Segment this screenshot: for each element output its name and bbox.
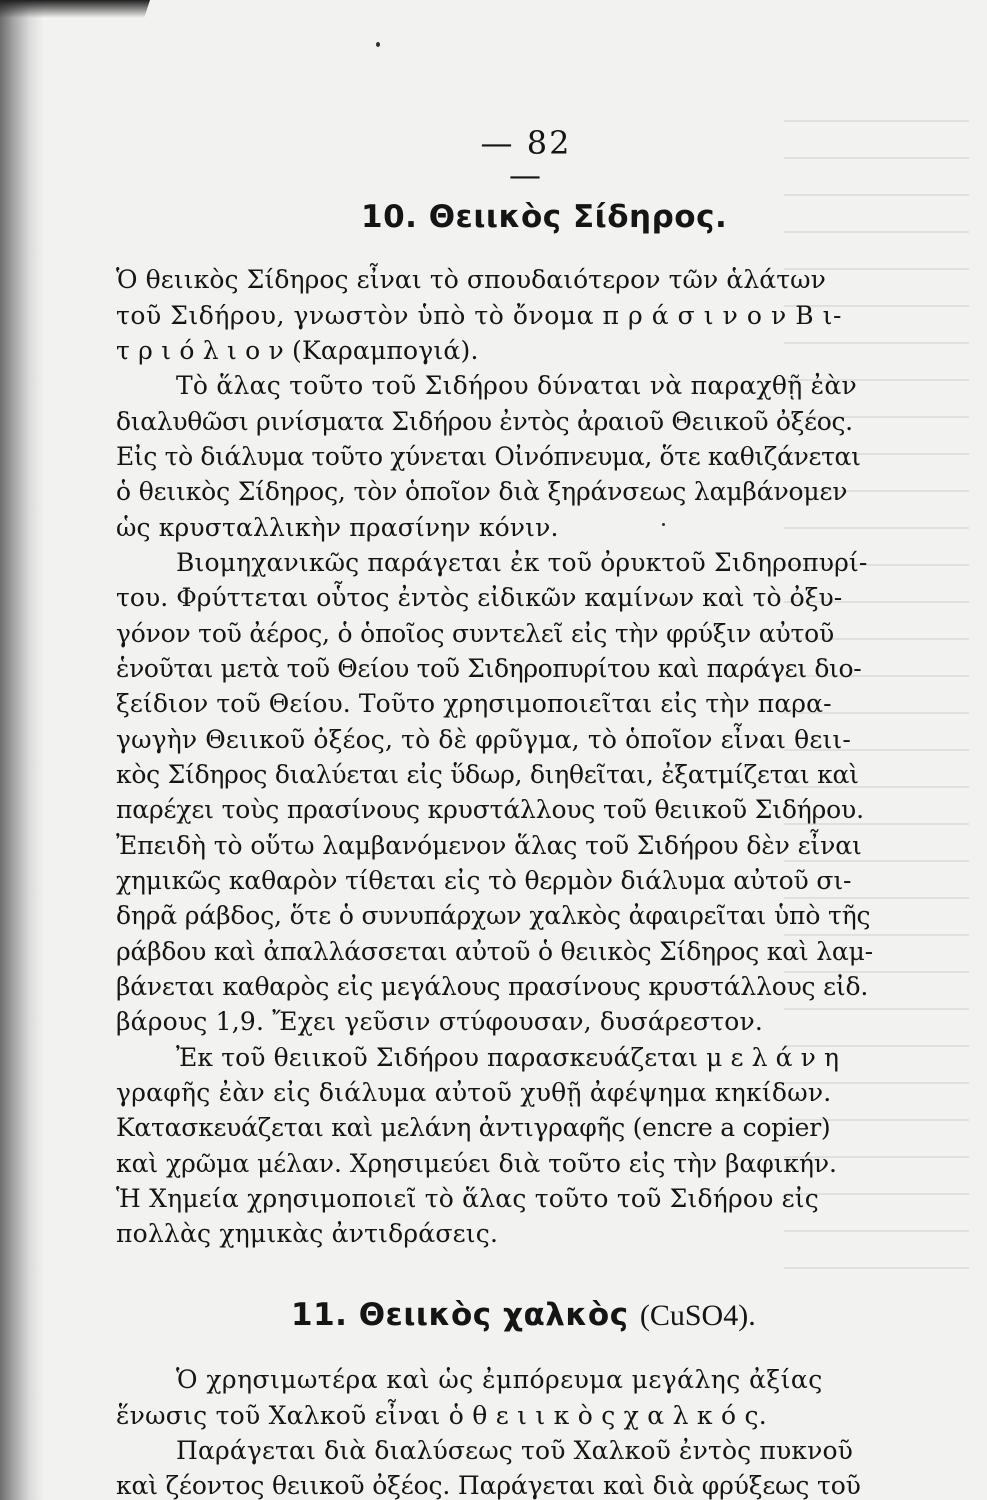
scan-edge-mark — [0, 0, 150, 18]
section-10-line-14: γωγὴν Θειικοῦ ὀξέος, τὸ δὲ φρῦγμα, τὸ ὁποῖον εἶναι θειι- — [116, 725, 851, 754]
section-10-line-10: του. Φρύττεται οὗτος ἐντὸς εἰδικῶν καμίνων καὶ τὸ ὀξυ- — [116, 583, 843, 612]
section-10-heading: 10. Θειικὸς Σίδηρος. — [361, 199, 728, 235]
section-10-line-22: βάρους 1,9. Ἔχει γεῦσιν στύφουσαν, δυσάρεστον. — [116, 1007, 764, 1036]
section-10-line-23: Ἐκ τοῦ θειικοῦ Σιδήρου παρασκευάζεται μ ε λ ά ν η — [176, 1043, 840, 1072]
page-number: — 82 — — [480, 124, 572, 194]
section-10-line-7: ὁ θειικὸς Σίδηρος, τὸν ὁποῖον διὰ ξηράνσεως λαμβάνομεν — [116, 477, 848, 506]
section-10-line-3: τ ρ ι ό λ ι ο ν (Καραμπογιά). — [116, 336, 479, 365]
page-content — [116, 124, 906, 1500]
scan-speck — [662, 523, 665, 526]
section-10-line-8: ὡς κρυσταλλικὴν πρασίνην κόνιν. — [116, 513, 559, 542]
section-11-line-1: Ὁ χρησιμωτέρα καὶ ὡς ἐμπόρευμα μεγάλης ἀξίας — [176, 1365, 823, 1394]
section-11-heading: 11. Θειικὸς χαλκὸς — [291, 1297, 629, 1333]
section-10-line-27: Ἡ Χημεία χρησιμοποιεῖ τὸ ἅλας τοῦτο τοῦ Σιδήρου εἰς — [116, 1184, 820, 1213]
section-10-line-2: τοῦ Σιδήρου, γνωστὸν ὑπὸ τὸ ὄνομα π ρ ά σ ι ν ο ν Β ι- — [116, 301, 842, 330]
section-10-line-20: ράβδου καὶ ἀπαλλάσσεται αὐτοῦ ὁ θειικὸς Σίδηρος καὶ λαμ- — [116, 937, 873, 966]
section-10-line-11: γόνον τοῦ ἀέρος, ὁ ὁποῖος συντελεῖ εἰς τὴν φρύξιν αὐτοῦ — [116, 619, 834, 648]
section-10-line-24: γραφῆς ἐὰν εἰς διάλυμα αὐτοῦ χυθῇ ἀφέψημα κηκίδων. — [116, 1078, 832, 1107]
section-10-line-16: παρέχει τοὺς πρασίνους κρυστάλλους τοῦ θειικοῦ Σιδήρου. — [116, 795, 864, 824]
section-10-line-15: κὸς Σίδηρος διαλύεται εἰς ὕδωρ, διηθεῖται, ἐξατμίζεται καὶ — [116, 760, 859, 789]
section-10-line-28: πολλὰς χημικὰς ἀντιδράσεις. — [116, 1219, 499, 1248]
section-10-line-21: βάνεται καθαρὸς εἰς μεγάλους πρασίνους κρυστάλλους εἰδ. — [116, 972, 869, 1001]
section-10-line-4: Τὸ ἅλας τοῦτο τοῦ Σιδήρου δύναται νὰ παραχθῇ ἐὰν — [176, 371, 857, 400]
section-10-line-19: δηρᾶ ράβδος, ὅτε ὁ συνυπάρχων χαλκὸς ἀφαιρεῖται ὑπὸ τῆς — [116, 901, 871, 930]
section-10-line-5: διαλυθῶσι ρινίσματα Σιδήρου ἐντὸς ἀραιοῦ Θειικοῦ ὀξέος. — [116, 407, 853, 436]
section-11-line-2: ἕνωσις τοῦ Χαλκοῦ εἶναι ὁ θ ε ι ι κ ὸ ς χ α λ κ ό ς. — [116, 1401, 767, 1430]
section-10-line-26: καὶ χρῶμα μέλαν. Χρησιμεύει διὰ τοῦτο εἰς τὴν βαφικήν. — [116, 1149, 837, 1178]
section-10-line-18: χημικῶς καθαρὸν τίθεται εἰς τὸ θερμὸν διάλυμα αὐτοῦ σι- — [116, 866, 852, 895]
scan-speck — [376, 42, 380, 47]
section-11-line-4: καὶ ζέοντος θειικοῦ ὀξέος. Παράγεται καὶ διὰ φρύξεως τοῦ — [116, 1471, 861, 1500]
page-binding-shadow — [0, 0, 44, 1500]
section-10-line-9: Βιομηχανικῶς παράγεται ἐκ τοῦ ὀρυκτοῦ Σιδηροπυρί- — [176, 548, 868, 577]
section-10-line-1: Ὁ θειικὸς Σίδηρος εἶναι τὸ σπουδαιότερον τῶν ἁλάτων — [116, 265, 826, 294]
section-10-line-17: Ἐπειδὴ τὸ οὕτω λαμβανόμενον ἅλας τοῦ Σιδήρου δὲν εἶναι — [116, 831, 862, 860]
section-11-heading-wrapper — [291, 1297, 756, 1333]
section-11-line-3: Παράγεται διὰ διαλύσεως τοῦ Χαλκοῦ ἐντὸς πυκνοῦ — [176, 1436, 853, 1465]
section-10-line-25: Κατασκευάζεται καὶ μελάνη ἀντιγραφῆς (encre a copier) — [116, 1113, 831, 1142]
section-11-chemical-formula: (CuSO4). — [639, 1299, 756, 1332]
section-10-line-6: Εἰς τὸ διάλυμα τοῦτο χύνεται Οἰνόπνευμα, ὅτε καθιζάνεται — [116, 442, 861, 471]
section-10-line-12: ἑνοῦται μετὰ τοῦ Θείου τοῦ Σιδηροπυρίτου καὶ παράγει διο- — [116, 654, 862, 683]
section-10-line-13: ξείδιον τοῦ Θείου. Τοῦτο χρησιμοποιεῖται εἰς τὴν παρα- — [116, 689, 832, 718]
